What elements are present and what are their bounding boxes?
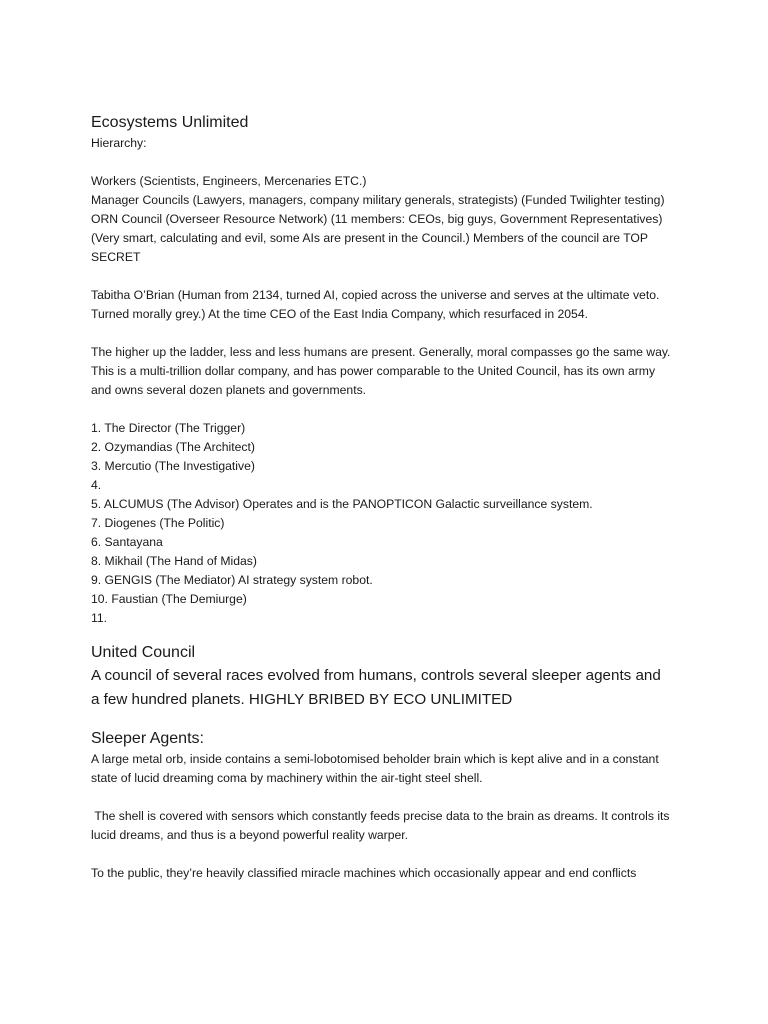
list-item: 5. ALCUMUS (The Advisor) Operates and is the PANOPTICON Galactic surveillance system. bbox=[91, 497, 593, 511]
list-item: 6. Santayana bbox=[91, 535, 163, 549]
united-council-heading: United Council bbox=[91, 644, 196, 661]
list-item: 2. Ozymandias (The Architect) bbox=[91, 440, 255, 454]
hierarchy-line-workers: Workers (Scientists, Engineers, Mercenaries ETC.) bbox=[91, 174, 367, 188]
spacer bbox=[91, 153, 671, 172]
company-paragraph: This is a multi-trillion dollar company, and has power comparable to the United Council, has its own army and owns several dozen planets and governments. bbox=[91, 364, 656, 397]
list-item: 10. Faustian (The Demiurge) bbox=[91, 592, 247, 606]
tabitha-paragraph: Tabitha O’Brian (Human from 2134, turned AI, copied across the universe and serves at the ultimate veto. Turned morally grey.) At the time CEO of the East India Company, which resurfaced in 2054. bbox=[91, 288, 660, 321]
document-page bbox=[91, 112, 671, 883]
hierarchy-line-orn-council: ORN Council (Overseer Resource Network) (11 members: CEOs, big guys, Government Representatives) (Very smart, calculating and evil, some AIs are present in the Council.) Members of the council are TOP SECRET bbox=[91, 212, 663, 264]
spacer bbox=[91, 324, 671, 343]
sleeper-agents-heading: Sleeper Agents: bbox=[91, 730, 204, 747]
list-item: 4. bbox=[91, 478, 102, 492]
hierarchy-label: Hierarchy: bbox=[91, 136, 147, 150]
united-council-text: A council of several races evolved from humans, controls several sleeper agents and a few hundred planets. HIGHLY BRIBED BY ECO UNLIMITED bbox=[91, 667, 661, 708]
spacer bbox=[91, 845, 671, 864]
spacer bbox=[91, 267, 671, 286]
list-item: 9. GENGIS (The Mediator) AI strategy system robot. bbox=[91, 573, 373, 587]
sleeper-paragraph-shell: The shell is covered with sensors which constantly feeds precise data to the brain as dreams. It controls its lucid dreams, and thus is a beyond powerful reality warper. bbox=[91, 809, 673, 842]
sleeper-paragraph-orb: A large metal orb, inside contains a semi-lobotomised beholder brain which is kept alive and in a constant state of lucid dreaming coma by machinery within the air-tight steel shell. bbox=[91, 752, 659, 785]
spacer bbox=[91, 788, 671, 807]
list-item: 3. Mercutio (The Investigative) bbox=[91, 459, 255, 473]
list-item: 8. Mikhail (The Hand of Midas) bbox=[91, 554, 257, 568]
document-title: Ecosystems Unlimited bbox=[91, 114, 249, 131]
list-item: 11. bbox=[91, 611, 108, 625]
list-item: 1. The Director (The Trigger) bbox=[91, 421, 246, 435]
council-members-list bbox=[91, 419, 671, 628]
list-item: 7. Diogenes (The Politic) bbox=[91, 516, 225, 530]
ladder-paragraph: The higher up the ladder, less and less humans are present. Generally, moral compasses go the same way. bbox=[91, 345, 671, 359]
sleeper-paragraph-public: To the public, they’re heavily classified miracle machines which occasionally appear and end conflicts bbox=[91, 866, 637, 880]
hierarchy-line-managers: Manager Councils (Lawyers, managers, company military generals, strategists) (Funded Twilighter testing) bbox=[91, 193, 665, 207]
spacer bbox=[91, 400, 671, 419]
